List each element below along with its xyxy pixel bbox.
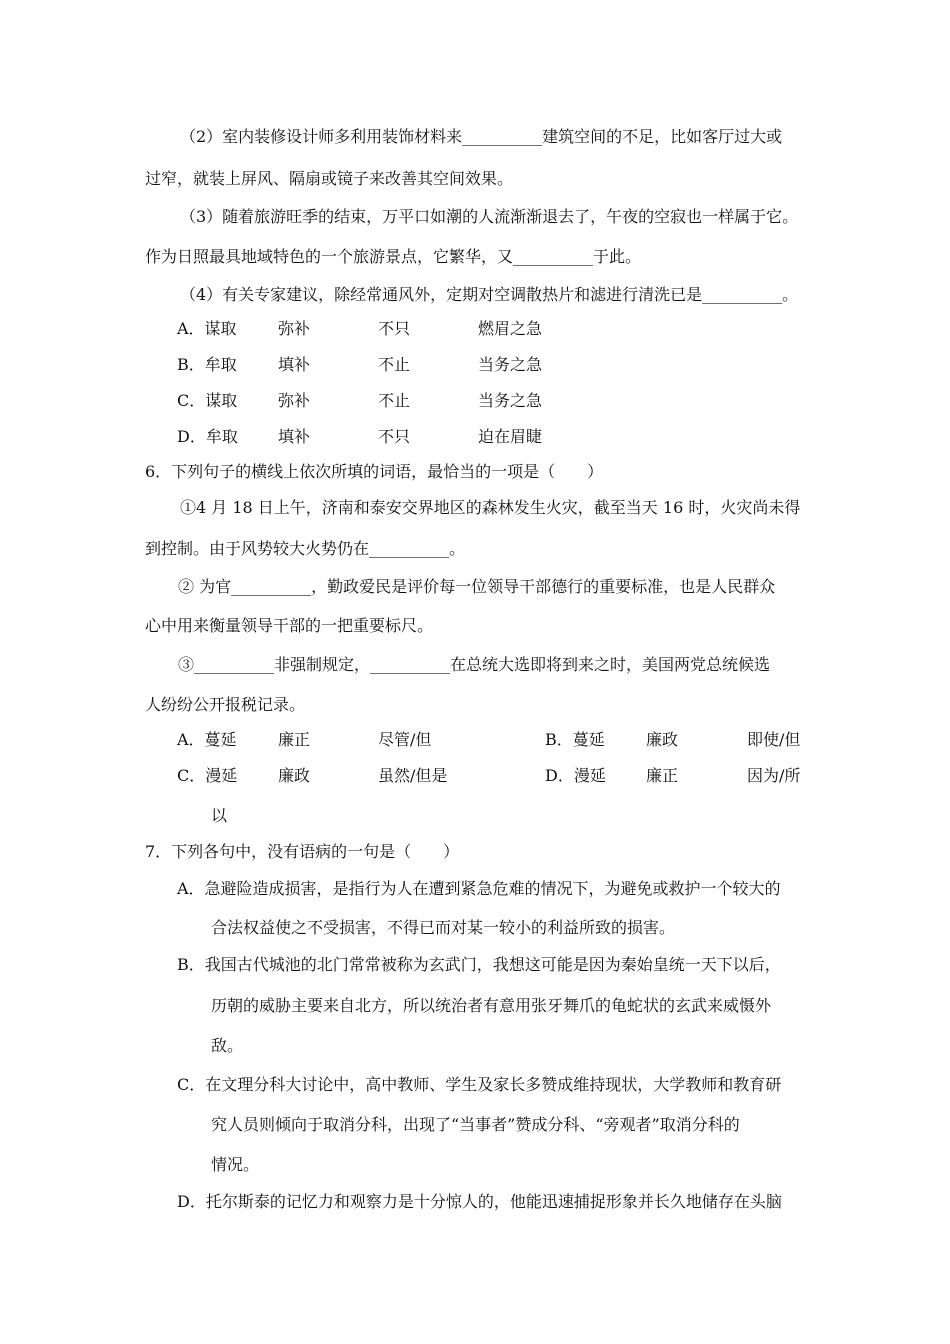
q7-option-a-line-1: A．急避险造成损害，是指行为人在遭到紧急危难的情况下，为避免或救护一个较大的 (177, 879, 781, 898)
option-word-2: 弥补 (278, 391, 311, 410)
q5-sentence-3-line-2: 作为日照最具地域特色的一个旅游景点，它繁华，又__________于此。 (145, 247, 642, 266)
q7-option-b-line-3: 敌。 (211, 1036, 244, 1055)
option-word-2: 廉政 (646, 730, 679, 749)
q7-stem: 7．下列各句中，没有语病的一句是（ ） (145, 842, 460, 861)
option-word-3: 即使/但 (747, 730, 801, 749)
option-letter: A．谋取 (177, 319, 237, 338)
option-word-2: 弥补 (278, 319, 311, 338)
option-word-2: 填补 (278, 427, 311, 446)
q7-option-c-line-3: 情况。 (211, 1155, 260, 1174)
q6-sentence-3-line-2: 人纷纷公开报税记录。 (145, 695, 306, 714)
option-word-3: 因为/所 (747, 766, 801, 785)
option-letter: D．牟取 (177, 427, 238, 446)
option-word-2: 填补 (278, 355, 311, 374)
option-word-2: 廉正 (278, 730, 311, 749)
option-word-3-wrap: 以 (211, 806, 228, 825)
q5-sentence-3-line-1: （3）随着旅游旺季的结束，万平口如潮的人流渐渐退去了，午夜的空寂也一样属于它。 (180, 207, 799, 226)
option-word-3: 不止 (378, 355, 411, 374)
q6-sentence-1-line-1: ①4 月 18 日上午，济南和泰安交界地区的森林发生火灾，截至当天 16 时，火灾尚未得 (180, 498, 801, 517)
option-letter: C．漫延 (177, 766, 238, 785)
q5-sentence-2-line-2: 过窄，就装上屏风、隔扇或镜子来改善其空间效果。 (145, 169, 514, 188)
option-word-4: 迫在眉睫 (478, 427, 543, 446)
option-word-4: 燃眉之急 (478, 319, 543, 338)
option-word-4: 当务之急 (478, 391, 543, 410)
q5-sentence-2-line-1: （2）室内装修设计师多利用装饰材料来__________建筑空间的不足，比如客厅过大或 (180, 127, 783, 146)
q6-sentence-2-line-1: ② 为官__________，勤政爱民是评价每一位领导干部德行的重要标准，也是人民群众 (178, 577, 776, 596)
q5-sentence-4-line-1: （4）有关专家建议，除经常通风外，定期对空调散热片和滤进行清洗已是__________。 (180, 285, 799, 304)
option-word-3: 虽然/但是 (378, 766, 448, 785)
option-letter: D．漫延 (545, 766, 606, 785)
q6-sentence-2-line-2: 心中用来衡量领导干部的一把重要标尺。 (145, 616, 434, 635)
q7-option-d-line-1: D．托尔斯泰的记忆力和观察力是十分惊人的，他能迅速捕捉形象并长久地储存在头脑 (177, 1192, 782, 1211)
q7-option-b-line-1: B．我国古代城池的北门常常被称为玄武门，我想这可能是因为秦始皇统一天下以后， (177, 955, 781, 974)
q6-stem: 6．下列句子的横线上依次所填的词语，最恰当的一项是（ ） (145, 462, 604, 481)
q7-option-b-line-2: 历朝的威胁主要来自北方，所以统治者有意用张牙舞爪的龟蛇状的玄武来威慑外 (211, 996, 772, 1015)
option-letter: C．谋取 (177, 391, 238, 410)
q7-option-c-line-2: 究人员则倾向于取消分科，出现了“当事者”赞成分科、“旁观者”取消分科的 (211, 1115, 740, 1134)
option-word-2: 廉正 (646, 766, 679, 785)
option-word-3: 不只 (378, 319, 411, 338)
q7-option-a-line-2: 合法权益使之不受损害，不得已而对某一较小的利益所致的损害。 (211, 918, 676, 937)
option-letter: B．牟取 (177, 355, 237, 374)
q7-option-c-line-1: C．在文理分科大讨论中，高中教师、学生及家长多赞成维持现状，大学教师和教育研 (177, 1075, 782, 1094)
option-letter: B．蔓延 (545, 730, 605, 749)
option-word-4: 当务之急 (478, 355, 543, 374)
q6-sentence-3-line-1: ③__________非强制规定，__________在总统大选即将到来之时，美国两党总统候选 (178, 655, 771, 674)
option-word-3: 尽管/但 (378, 730, 432, 749)
option-word-2: 廉政 (278, 766, 311, 785)
option-word-3: 不只 (378, 427, 411, 446)
option-word-3: 不止 (378, 391, 411, 410)
option-letter: A．蔓延 (177, 730, 237, 749)
q6-sentence-1-line-2: 到控制。由于风势较大火势仍在__________。 (145, 539, 466, 558)
